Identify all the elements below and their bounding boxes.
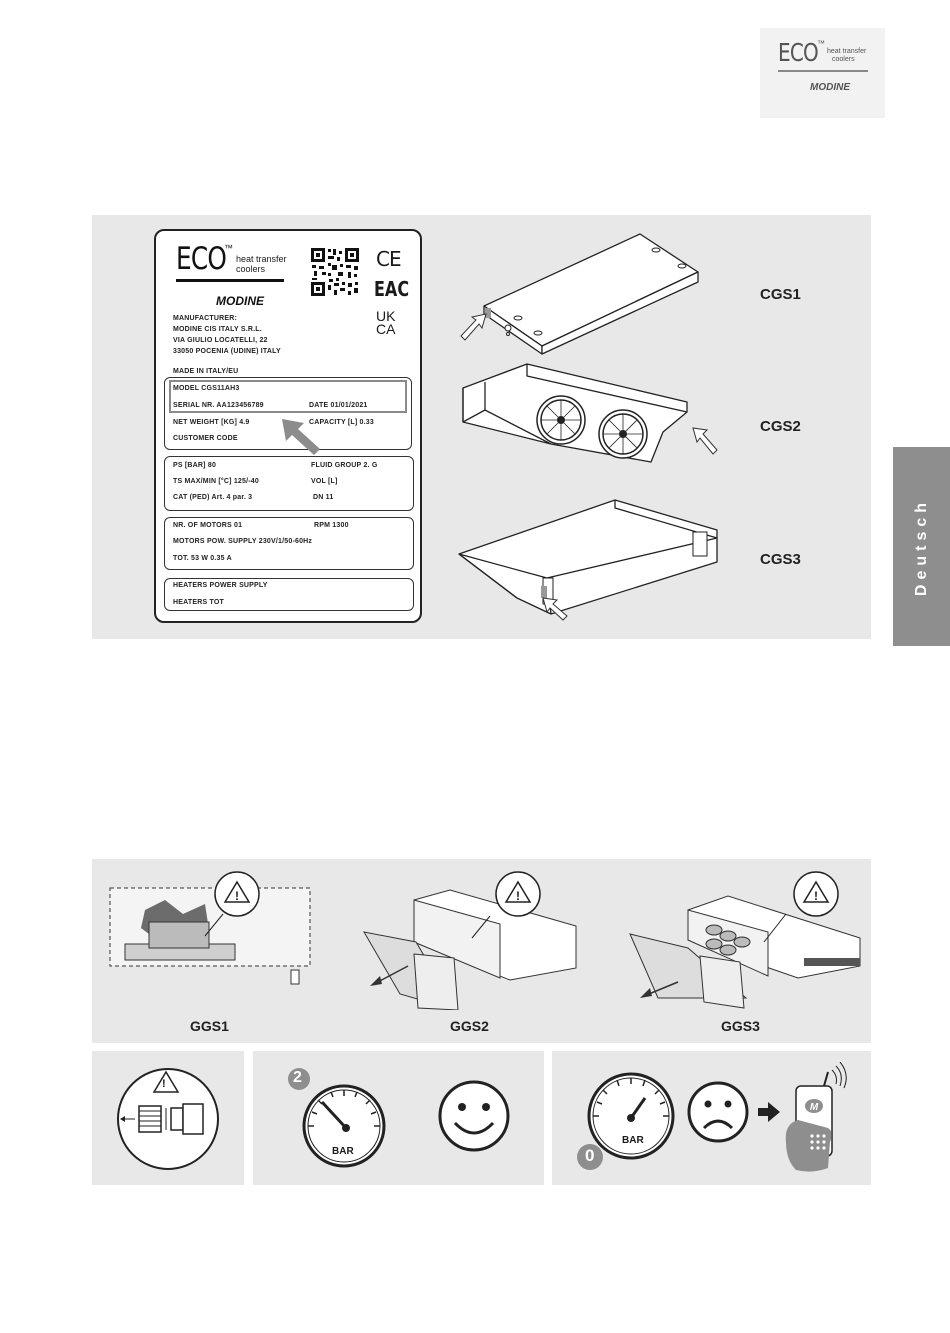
language-label: Deutsch xyxy=(912,497,930,596)
nameplate-eco-text: ECO xyxy=(176,241,227,277)
ggs1-illustration xyxy=(105,870,320,990)
nameplate-tagline-1: heat transfer xyxy=(236,254,287,264)
gauge-zero-unit: BAR xyxy=(622,1135,644,1146)
manufacturer-heading: MANUFACTURER: xyxy=(173,315,238,322)
cat-field: CAT (PED) Art. 4 par. 3 xyxy=(173,494,253,501)
heaters-tot-field: HEATERS TOT xyxy=(173,599,224,606)
ts-field: TS MAX/MIN [°C] 125/-40 xyxy=(173,478,259,485)
heaters-supply-field: HEATERS POWER SUPPLY xyxy=(173,582,268,589)
happy-face-icon xyxy=(437,1079,511,1153)
manufacturer-address-2: 33050 POCENIA (UDINE) ITALY xyxy=(173,348,281,355)
vol-field: VOL [L] xyxy=(311,478,338,485)
ps-field: PS [BAR] 80 xyxy=(173,462,217,469)
gauge-ok-unit: BAR xyxy=(332,1146,354,1157)
logo-tagline-1: heat transfer xyxy=(827,48,867,55)
eac-mark: EAC xyxy=(374,277,410,301)
cgs3-label: CGS3 xyxy=(760,551,801,568)
cgs3-unit-illustration xyxy=(455,494,725,622)
serial-field: SERIAL NR. AA123456789 xyxy=(173,402,264,409)
valve-disconnect-icon xyxy=(115,1066,221,1172)
ukca-mark-line1: UK xyxy=(376,308,396,324)
pointer-arrow-icon xyxy=(274,417,324,457)
ggs2-label: GGS2 xyxy=(450,1018,489,1034)
ggs1-label: GGS1 xyxy=(190,1018,229,1034)
manufacturer-name: MODINE CIS ITALY S.R.L. xyxy=(173,326,262,333)
motors-field: NR. OF MOTORS 01 xyxy=(173,522,243,529)
valve-warning-symbol: ! xyxy=(162,1078,166,1090)
svg-text:M: M xyxy=(809,1102,819,1113)
svg-text:!: ! xyxy=(814,889,818,903)
nameplate-modine: MODINE xyxy=(216,294,264,308)
svg-text:!: ! xyxy=(235,889,239,903)
language-tab[interactable] xyxy=(893,447,950,646)
dn-field: DN 11 xyxy=(313,494,334,501)
fluid-group-field: FLUID GROUP 2. G xyxy=(311,462,378,469)
logo-underline xyxy=(778,70,868,72)
svg-text:!: ! xyxy=(516,889,520,903)
nameplate-tagline-2: coolers xyxy=(236,264,266,274)
manufacturer-address-1: VIA GIULIO LOCATELLI, 22 xyxy=(173,337,268,344)
rpm-field: RPM 1300 xyxy=(314,522,349,529)
logo-tm: ™ xyxy=(817,39,825,48)
qr-code-icon xyxy=(310,247,360,297)
brand-logo xyxy=(760,28,885,118)
gauge-zero-value: 0 xyxy=(585,1146,595,1165)
ggs3-illustration xyxy=(628,870,866,1010)
gauge-ok-value: 2 xyxy=(293,1069,302,1086)
logo-tagline-2: coolers xyxy=(832,56,855,63)
ggs2-illustration xyxy=(360,870,580,1010)
nameplate-eco-underline xyxy=(176,279,284,282)
tot-field: TOT. 53 W 0.35 A xyxy=(173,555,232,562)
logo-eco-text: ECO xyxy=(778,38,818,67)
capacity-field: CAPACITY [L] 0.33 xyxy=(309,419,374,426)
ukca-mark-line2: CA xyxy=(376,321,396,337)
cgs1-label: CGS1 xyxy=(760,286,801,303)
cgs2-label: CGS2 xyxy=(760,418,801,435)
logo-modine: MODINE xyxy=(810,82,850,93)
nameplate-card xyxy=(154,229,422,623)
nameplate-tm: ™ xyxy=(224,243,233,253)
customer-code-field: CUSTOMER CODE xyxy=(173,435,238,442)
phone-call-icon xyxy=(782,1062,850,1174)
sad-face-icon xyxy=(686,1080,750,1144)
cgs2-unit-illustration xyxy=(455,362,725,474)
net-weight-field: NET WEIGHT [KG] 4.9 xyxy=(173,419,250,426)
model-field: MODEL CGS11AH3 xyxy=(173,385,240,392)
cgs1-unit-illustration xyxy=(458,228,708,356)
arrow-right-icon xyxy=(758,1102,780,1122)
ggs3-label: GGS3 xyxy=(721,1018,760,1034)
ce-mark: CE xyxy=(376,247,401,271)
date-field: DATE 01/01/2021 xyxy=(309,402,368,409)
motors-supply-field: MOTORS POW. SUPPLY 230V/1/50-60Hz xyxy=(173,538,313,545)
made-in: MADE IN ITALY/EU xyxy=(173,368,239,375)
